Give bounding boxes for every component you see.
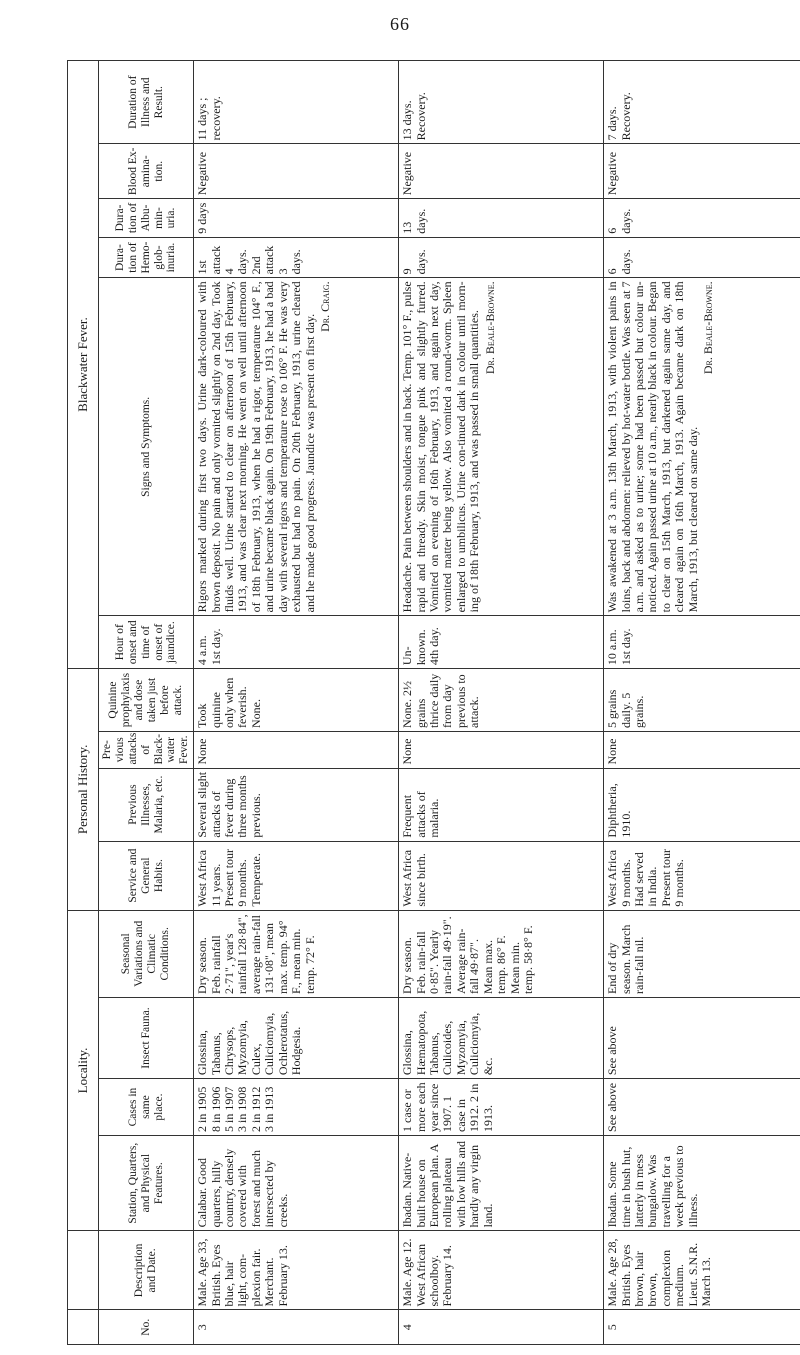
cell-quinine: Took quinine only when feverish. None.	[194, 669, 399, 732]
cell-insect-fauna: Glossina, Hæmatopota, Tabanus, Culicoides, Myzomyia, Culiciomyia, &c.	[399, 997, 604, 1078]
cell-previous-attacks: None	[194, 732, 399, 769]
cell-duration-result: 13 days. Recovery.	[399, 61, 604, 144]
cell-no: 5	[604, 1310, 800, 1345]
signs-text: Headache. Pain between shoulders and in back. Temp. 101° F., pulse rapid and thready. Skin moist, tongue pink and slightly furred. Vomited on evening of 16th February, 1913, and again next day, vomited matter being yellow. Also vomited a round-worm. Spleen enlarged to umbilicus. Urine con-tinued dark in colour until morn-ing of 18th February, 1913, and was passed in small quantities.	[400, 281, 482, 613]
cell-service: West Africa since birth.	[399, 841, 604, 910]
header-previous-attacks: Pre-vious attacks of Black-water Fever.	[99, 732, 194, 769]
cell-previous-illnesses: Several slight attacks of fever during three months previous.	[194, 768, 399, 841]
signs-text: Was awakened at 3 a.m. 13th March, 1913, with violent pains in loins, back and abdomen: relieved by hot-water bottle. Was seen at 7 a.m. and asked as to urine; some had been passed but colour un-noticed. Again passed urine at 10 a.m., nearly black in colour. Began to clear on 15th March, 1913, but darkened again same day, and cleared again on 16th March, 1913. Again became dark on 18th March, 1913, but cleared on same day.	[605, 281, 700, 613]
cell-previous-attacks: None	[399, 732, 604, 769]
header-cases: Cases in same place.	[99, 1079, 194, 1136]
signature: Dr. Beale-Browne.	[482, 281, 497, 375]
cell-no: 4	[399, 1310, 604, 1345]
cell-service: West Africa 11 years. Present tour 9 months. Temperate.	[194, 841, 399, 910]
cell-hour-of-onset: 4 a.m. 1st day.	[194, 616, 399, 669]
header-duration-result: Duration of Illness and Result.	[99, 61, 194, 144]
table-row	[194, 61, 399, 1345]
group-header-row	[68, 61, 99, 1345]
cell-service: West Africa 9 months. Had served in India. Present tour 9 months.	[604, 841, 800, 910]
column-header-row	[99, 61, 194, 1345]
rotated-table-container	[67, 60, 787, 1345]
cell-signs-symptoms	[194, 278, 399, 616]
cell-station: Ibadan. Some time in bush hut, latterly in mess bungalow. Was travelling for a week previous to illness.	[604, 1135, 800, 1230]
header-quinine: Quinine prophylaxis and dose taken just before attack.	[99, 669, 194, 732]
header-description: Description and Date.	[99, 1231, 194, 1310]
cell-blood-examination: Negative	[604, 144, 800, 199]
group-header-personal-history: Personal History.	[68, 669, 99, 911]
cell-previous-illnesses: Diphtheria, 1910.	[604, 768, 800, 841]
header-previous-illnesses: Previous Illnesses, Malaria, etc.	[99, 768, 194, 841]
table-row	[399, 61, 604, 1345]
cell-blood-examination: Negative	[399, 144, 604, 199]
blackwater-fever-table	[67, 60, 800, 1345]
cell-station: Calabar. Good quarters, hilly country, densely covered with forest and much intersected by creeks.	[194, 1135, 399, 1230]
cell-signs-symptoms	[604, 278, 800, 616]
header-no: No.	[99, 1310, 194, 1345]
signs-text: Rigors marked during first two days. Urine dark-coloured with brown deposit. No pain and only vomited slightly on 2nd day. Took fluids well. Urine started to clear on afternoon of 15th February, 1913, and was clear next morning. He went on well until afternoon of 18th February, 1913, when he had a rigor, temperature 104° F., and urine became black again. On 19th February, 1913, he had a bad day with several rigors and temperature rose to 106° F. He was very exhausted but had no pain. On 20th February, 1913, urine cleared and he made good progress. Jaundice was present on first day.	[195, 281, 317, 613]
cell-duration-result: 7 days. Recovery.	[604, 61, 800, 144]
cell-cases: 1 case or more each year since 1907. 1 case in 1912. 2 in 1913.	[399, 1079, 604, 1136]
cell-signs-symptoms	[399, 278, 604, 616]
group-header-locality: Locality.	[68, 910, 99, 1231]
cell-description: Male. Age 28, British. Eyes brown, hair brown, complexion medium. Lieut. S.N.R. March 13.	[604, 1231, 800, 1310]
cell-blood-examination: Negative	[194, 144, 399, 199]
header-duration-haemoglobinuria: Dura-tion of Hemo-glob-inuria.	[99, 237, 194, 278]
header-service: Service and General Habits.	[99, 841, 194, 910]
cell-station: Ibadan. Native-built house on European plan. A rolling plateau with low hills and hardly any virgin land.	[399, 1135, 604, 1230]
cell-seasonal: Dry season. Feb. rainfall 2·71", year's rainfall 128·84", average rain-fall 131·08", mean max. temp. 94° F., mean min. temp. 72° F.	[194, 910, 399, 997]
table-row	[604, 61, 800, 1345]
header-hour-of-onset: Hour of onset and time of onset of jaundice.	[99, 616, 194, 669]
cell-previous-attacks: None	[604, 732, 800, 769]
page-number: 66	[390, 14, 410, 34]
cell-duration-result: 11 days ; recovery.	[194, 61, 399, 144]
cell-seasonal: End of dry season. March rain-fall nil.	[604, 910, 800, 997]
signature: Dr. Craig.	[318, 281, 333, 332]
cell-quinine: None. 2½ grains thrice daily from day previous to attack.	[399, 669, 604, 732]
cell-duration-haemoglobinuria: 6 days.	[604, 237, 800, 278]
header-seasonal: Seasonal Variations and Climatic Conditions.	[99, 910, 194, 997]
group-header-no	[68, 1310, 99, 1345]
cell-duration-albuminuria: 13 days.	[399, 199, 604, 238]
cell-quinine: 5 grains daily. 5 grains.	[604, 669, 800, 732]
group-header-blackwater-fever: Blackwater Fever.	[68, 61, 99, 669]
cell-previous-illnesses: Frequent attacks of malaria.	[399, 768, 604, 841]
header-station: Station, Quarters, and Physical Features.	[99, 1135, 194, 1230]
cell-duration-haemoglobinuria: 1st attack 4 days. 2nd attack 3 days.	[194, 237, 399, 278]
group-header-description	[68, 1231, 99, 1310]
cell-description: Male. Age 12. West African schoolboy. February 14.	[399, 1231, 604, 1310]
cell-duration-haemoglobinuria: 9 days.	[399, 237, 604, 278]
header-blood-examination: Blood Ex-amina-tion.	[99, 144, 194, 199]
cell-insect-fauna: Glossina, Tabanus, Chrysops, Myzomyia, Culex, Culiciomyia, Ochlerotatus, Hodgesia.	[194, 997, 399, 1078]
cell-seasonal: Dry season. Feb. rain-fall 0·85". Yearly rain-fall 49·19". Average rain-fall 49·87". Mean max. temp. 86° F. Mean min. temp. 58·8° F.	[399, 910, 604, 997]
header-insect-fauna: Insect Fauna.	[99, 997, 194, 1078]
header-duration-albuminuria: Dura-tion of Albu-min-uria.	[99, 199, 194, 238]
cell-duration-albuminuria: 6 days.	[604, 199, 800, 238]
cell-insect-fauna: See above	[604, 997, 800, 1078]
cell-no: 3	[194, 1310, 399, 1345]
signature: Dr. Beale-Browne.	[701, 281, 716, 375]
cell-duration-albuminuria: 9 days	[194, 199, 399, 238]
header-signs-symptoms: Signs and Symptoms.	[99, 278, 194, 616]
cell-cases: 2 in 1905 8 in 1906 5 in 1907 3 in 1908 2 in 1912 3 in 1913	[194, 1079, 399, 1136]
cell-cases: See above	[604, 1079, 800, 1136]
cell-description: Male. Age 33, British. Eyes blue, hair light, com-plexion fair. Merchant. February 13.	[194, 1231, 399, 1310]
cell-hour-of-onset: 10 a.m. 1st day.	[604, 616, 800, 669]
cell-hour-of-onset: Un-known. 4th day.	[399, 616, 604, 669]
